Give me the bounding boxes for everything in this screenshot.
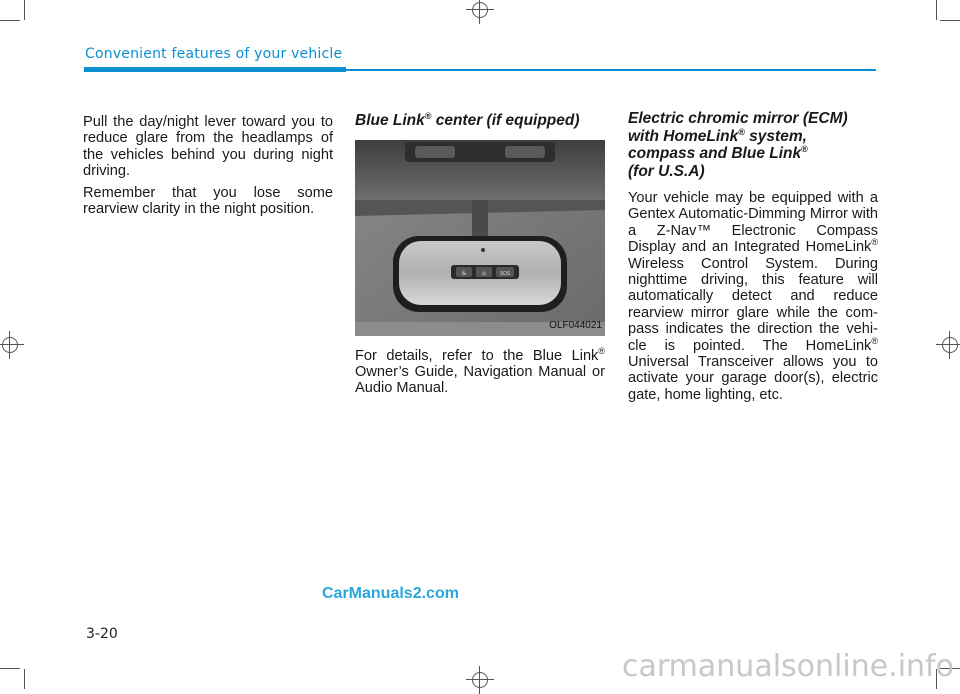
registration-mark — [940, 335, 960, 355]
paragraph: For details, refer to the Blue Link® Owner’s Guide, Navigation Manual or Audio Manual. — [355, 345, 605, 397]
mirror-button-label: SOS — [499, 270, 511, 277]
paragraph: Remember that you lose some rearview clarity in the night position. — [83, 184, 333, 218]
header-rule — [346, 69, 876, 71]
crop-mark — [24, 0, 25, 20]
header-bar — [84, 67, 346, 72]
registration-mark — [470, 670, 490, 690]
registration-mark — [0, 335, 20, 355]
column-middle — [355, 112, 605, 402]
column-left — [83, 114, 333, 222]
mirror-illustration — [355, 140, 605, 336]
crop-mark — [0, 20, 20, 21]
mirror-button-label: ⌂ — [482, 269, 486, 277]
blue-link-heading: Blue Link® center (if equipped) — [355, 110, 580, 129]
crop-mark — [936, 0, 937, 20]
paragraph: Pull the day/night lever toward you to reduce glare from the headlamps of the vehicles behind you during night driving. — [83, 114, 333, 180]
crop-mark — [0, 668, 20, 669]
paragraph: Your vehicle may be equipped with a Gentex Automatic-Dimming Mirror with a Z-Nav™ Electronic Compass Display and an Integrated HomeLink® Wireless Control System. During nighttime driving, this feature will automatically detect and reduce rearview mirror glare while the com-pass indicates the direction the vehi-cle is pointed. The HomeLink® Universal Transceiver allows you to activate your garage door(s), electric gate, home lighting, etc. — [628, 190, 878, 403]
rearview-mirror-image — [355, 140, 605, 336]
ecm-heading: Electric chromic mirror (ECM) with HomeLink® system, compass and Blue Link® (for U.S.A) — [628, 110, 848, 180]
crop-mark — [940, 20, 960, 21]
page-number: 3-20 — [86, 626, 118, 642]
figure-label: OLF044021 — [549, 320, 602, 332]
column-right — [628, 110, 878, 408]
watermark-link[interactable]: CarManuals2.com — [322, 585, 459, 602]
watermark-text: carmanualsonline.info — [622, 649, 954, 684]
registration-mark — [470, 0, 490, 20]
section-title: Convenient features of your vehicle — [85, 46, 343, 62]
mirror-button-label: & — [461, 269, 467, 277]
crop-mark — [24, 669, 25, 689]
